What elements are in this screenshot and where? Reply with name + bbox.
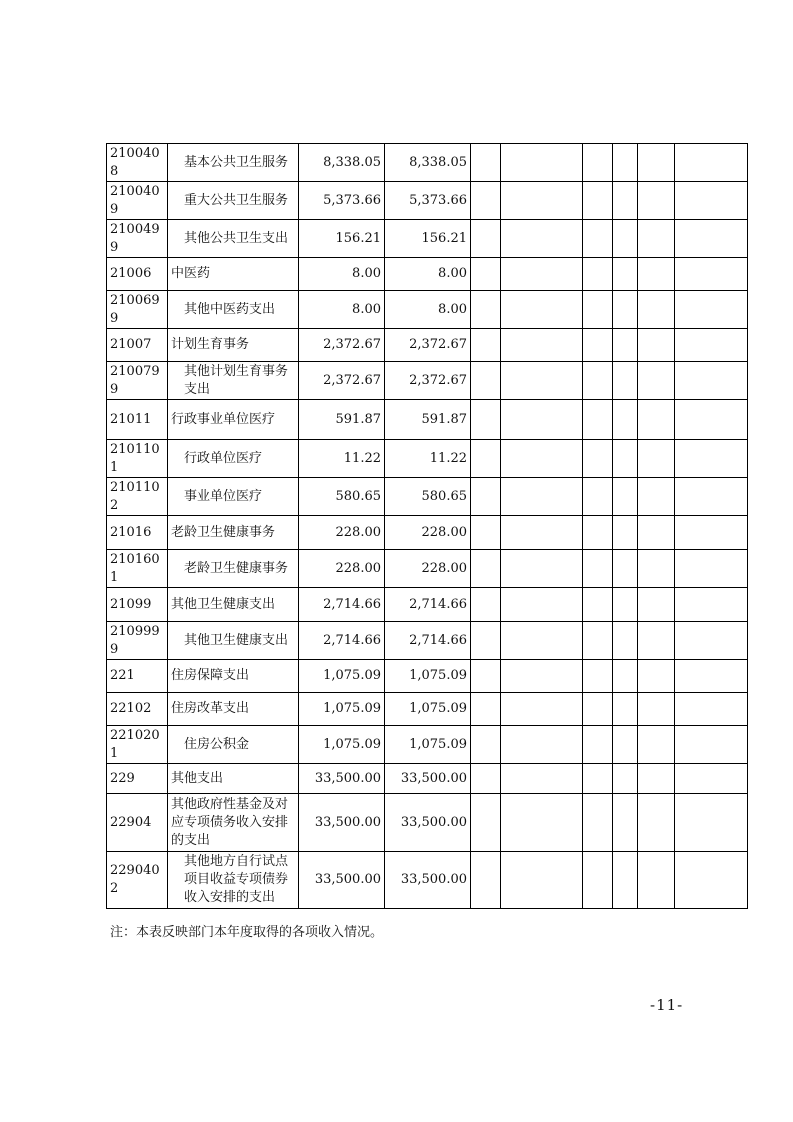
row-total: 8,338.05 [299,144,385,182]
table-row [107,362,748,400]
row-amount: 228.00 [385,516,471,550]
empty-cell [583,144,613,182]
empty-cell [471,400,501,440]
row-amount: 33,500.00 [385,764,471,794]
empty-cell [501,182,583,220]
empty-cell [501,258,583,291]
row-name: 重大公共卫生服务 [168,182,299,220]
empty-cell [613,516,638,550]
row-amount: 1,075.09 [385,726,471,764]
empty-cell [638,220,675,258]
empty-cell [583,478,613,516]
row-total: 8.00 [299,258,385,291]
empty-cell [675,400,748,440]
empty-cell [675,588,748,622]
empty-cell [501,726,583,764]
row-amount: 8.00 [385,258,471,291]
row-code: 21011 [107,400,168,440]
row-name: 行政单位医疗 [168,440,299,478]
row-code: 2101101 [107,440,168,478]
row-amount: 228.00 [385,550,471,588]
empty-cell [638,182,675,220]
table-row [107,440,748,478]
row-code: 2210201 [107,726,168,764]
empty-cell [583,258,613,291]
row-name: 事业单位医疗 [168,478,299,516]
empty-cell [471,182,501,220]
empty-cell [583,220,613,258]
empty-cell [675,182,748,220]
table-note: 注：本表反映部门本年度取得的各项收入情况。 [110,925,384,940]
empty-cell [501,550,583,588]
empty-cell [471,440,501,478]
empty-cell [471,291,501,329]
empty-cell [675,726,748,764]
empty-cell [613,622,638,660]
empty-cell [501,693,583,726]
empty-cell [613,852,638,909]
empty-cell [583,622,613,660]
row-total: 156.21 [299,220,385,258]
empty-cell [471,258,501,291]
row-name: 其他支出 [168,764,299,794]
row-total: 5,373.66 [299,182,385,220]
row-code: 2100409 [107,182,168,220]
empty-cell [675,764,748,794]
row-name: 其他公共卫生支出 [168,220,299,258]
row-code: 22904 [107,794,168,852]
empty-cell [638,588,675,622]
row-total: 2,372.67 [299,362,385,400]
empty-cell [583,516,613,550]
row-amount: 2,372.67 [385,362,471,400]
empty-cell [638,660,675,693]
row-code: 21006 [107,258,168,291]
empty-cell [583,794,613,852]
empty-cell [675,291,748,329]
row-total: 580.65 [299,478,385,516]
row-total: 33,500.00 [299,764,385,794]
empty-cell [613,726,638,764]
row-total: 2,714.66 [299,588,385,622]
empty-cell [583,362,613,400]
empty-cell [471,516,501,550]
empty-cell [501,794,583,852]
row-name: 基本公共卫生服务 [168,144,299,182]
table-row [107,220,748,258]
table-row [107,144,748,182]
row-code: 21007 [107,329,168,362]
empty-cell [471,660,501,693]
empty-cell [638,440,675,478]
empty-cell [638,764,675,794]
row-code: 2100499 [107,220,168,258]
empty-cell [638,144,675,182]
empty-cell [501,291,583,329]
empty-cell [471,144,501,182]
table-row [107,291,748,329]
row-name: 住房改革支出 [168,693,299,726]
empty-cell [638,794,675,852]
empty-cell [501,329,583,362]
empty-cell [638,852,675,909]
row-total: 228.00 [299,550,385,588]
empty-cell [675,516,748,550]
table-row [107,726,748,764]
row-amount: 2,714.66 [385,622,471,660]
empty-cell [675,794,748,852]
row-name: 老龄卫生健康事务 [168,550,299,588]
row-name: 住房公积金 [168,726,299,764]
empty-cell [613,478,638,516]
empty-cell [501,764,583,794]
empty-cell [583,726,613,764]
row-total: 1,075.09 [299,726,385,764]
empty-cell [501,660,583,693]
row-code: 22102 [107,693,168,726]
row-code: 21099 [107,588,168,622]
empty-cell [638,258,675,291]
page-number: -11- [650,996,684,1014]
empty-cell [638,693,675,726]
empty-cell [638,726,675,764]
empty-cell [583,764,613,794]
row-name: 行政事业单位医疗 [168,400,299,440]
table-row [107,550,748,588]
row-code: 2100799 [107,362,168,400]
empty-cell [638,516,675,550]
empty-cell [613,400,638,440]
row-name: 其他卫生健康支出 [168,622,299,660]
empty-cell [583,182,613,220]
empty-cell [501,362,583,400]
empty-cell [675,622,748,660]
empty-cell [675,852,748,909]
table-row [107,588,748,622]
empty-cell [501,144,583,182]
table-row [107,764,748,794]
empty-cell [583,693,613,726]
table-body [107,144,748,909]
row-total: 591.87 [299,400,385,440]
empty-cell [613,764,638,794]
empty-cell [471,794,501,852]
row-code: 2101102 [107,478,168,516]
empty-cell [613,588,638,622]
empty-cell [471,764,501,794]
empty-cell [675,478,748,516]
empty-cell [471,726,501,764]
table-row [107,794,748,852]
empty-cell [675,258,748,291]
empty-cell [613,144,638,182]
row-amount: 2,372.67 [385,329,471,362]
empty-cell [613,693,638,726]
empty-cell [638,362,675,400]
row-name: 其他卫生健康支出 [168,588,299,622]
empty-cell [501,588,583,622]
empty-cell [471,329,501,362]
empty-cell [501,440,583,478]
row-total: 8.00 [299,291,385,329]
empty-cell [613,182,638,220]
empty-cell [471,550,501,588]
row-name: 其他中医药支出 [168,291,299,329]
table-row [107,400,748,440]
row-total: 33,500.00 [299,794,385,852]
row-name: 其他政府性基金及对应专项债务收入安排的支出 [168,794,299,852]
row-amount: 580.65 [385,478,471,516]
row-amount: 156.21 [385,220,471,258]
empty-cell [471,852,501,909]
table-row [107,478,748,516]
row-code: 21016 [107,516,168,550]
row-total: 228.00 [299,516,385,550]
empty-cell [501,852,583,909]
empty-cell [583,400,613,440]
row-code: 2290402 [107,852,168,909]
row-amount: 1,075.09 [385,693,471,726]
empty-cell [613,660,638,693]
row-amount: 2,714.66 [385,588,471,622]
empty-cell [471,622,501,660]
row-amount: 8,338.05 [385,144,471,182]
empty-cell [501,400,583,440]
empty-cell [638,329,675,362]
empty-cell [583,440,613,478]
empty-cell [471,588,501,622]
table-row [107,622,748,660]
row-code: 2100699 [107,291,168,329]
empty-cell [638,550,675,588]
row-name: 其他计划生育事务支出 [168,362,299,400]
empty-cell [675,693,748,726]
empty-cell [613,220,638,258]
empty-cell [583,329,613,362]
row-total: 2,714.66 [299,622,385,660]
empty-cell [501,622,583,660]
empty-cell [675,550,748,588]
row-name: 老龄卫生健康事务 [168,516,299,550]
row-amount: 33,500.00 [385,794,471,852]
empty-cell [638,291,675,329]
empty-cell [675,144,748,182]
empty-cell [501,478,583,516]
row-amount: 33,500.00 [385,852,471,909]
row-name: 其他地方自行试点项目收益专项债券收入安排的支出 [168,852,299,909]
row-total: 11.22 [299,440,385,478]
empty-cell [471,362,501,400]
empty-cell [613,440,638,478]
empty-cell [613,329,638,362]
row-amount: 1,075.09 [385,660,471,693]
empty-cell [471,478,501,516]
row-total: 33,500.00 [299,852,385,909]
income-table [106,143,748,909]
row-total: 2,372.67 [299,329,385,362]
row-amount: 5,373.66 [385,182,471,220]
empty-cell [675,220,748,258]
row-code: 229 [107,764,168,794]
table-row [107,182,748,220]
empty-cell [613,550,638,588]
row-code: 2109999 [107,622,168,660]
empty-cell [675,362,748,400]
table-row [107,660,748,693]
empty-cell [583,588,613,622]
table-row [107,516,748,550]
row-amount: 11.22 [385,440,471,478]
empty-cell [675,440,748,478]
empty-cell [583,852,613,909]
empty-cell [613,362,638,400]
table-row [107,329,748,362]
row-total: 1,075.09 [299,693,385,726]
empty-cell [501,516,583,550]
empty-cell [613,291,638,329]
empty-cell [675,329,748,362]
row-name: 住房保障支出 [168,660,299,693]
table-row [107,852,748,909]
empty-cell [638,400,675,440]
empty-cell [613,258,638,291]
row-amount: 591.87 [385,400,471,440]
row-name: 中医药 [168,258,299,291]
row-name: 计划生育事务 [168,329,299,362]
empty-cell [583,550,613,588]
table-row [107,258,748,291]
table-row [107,693,748,726]
empty-cell [613,794,638,852]
empty-cell [471,220,501,258]
empty-cell [583,660,613,693]
row-total: 1,075.09 [299,660,385,693]
empty-cell [675,660,748,693]
empty-cell [501,220,583,258]
row-code: 2101601 [107,550,168,588]
row-code: 2100408 [107,144,168,182]
row-code: 221 [107,660,168,693]
row-amount: 8.00 [385,291,471,329]
empty-cell [638,622,675,660]
empty-cell [471,693,501,726]
empty-cell [638,478,675,516]
empty-cell [583,291,613,329]
